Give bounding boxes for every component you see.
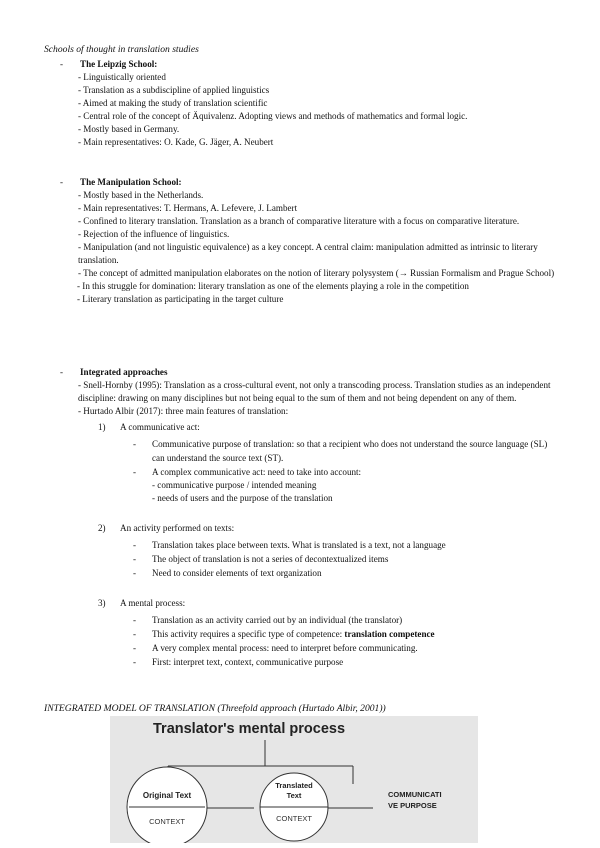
diagram-title: Translator's mental process — [153, 721, 346, 737]
bullet-item — [60, 613, 560, 627]
paragraph: - Hurtado Albir (2017): three main features of translation: — [78, 406, 289, 416]
section-title: The Manipulation School: — [80, 177, 182, 187]
list-item: - Central role of the concept of Äquivalenz. Adopting views and methods of mathematics and formal logic. — [78, 111, 468, 121]
bullet-text: The object of translation is not a series of decontextualized items — [152, 554, 389, 564]
section-integrated — [60, 366, 560, 669]
sub-item: - communicative purpose / intended meaning — [152, 480, 317, 490]
section-dash: - — [60, 367, 64, 377]
purpose-label-1: COMMUNICATI — [388, 790, 442, 799]
numbered-item — [60, 597, 560, 610]
bullet-item — [60, 566, 560, 580]
item-number: 3) — [98, 598, 106, 608]
list-item: - Mostly based in Germany. — [78, 124, 180, 134]
bullet-item — [60, 465, 560, 479]
numbered-item — [60, 421, 560, 434]
page-heading: Schools of thought in translation studies — [44, 44, 199, 55]
bullet-dash: - — [133, 643, 137, 653]
original-text-label: Original Text — [142, 791, 192, 800]
section-leipzig — [60, 58, 560, 149]
bullet-text: First: interpret text, context, communicative purpose — [152, 657, 344, 667]
section-title-wrap — [60, 176, 560, 189]
list-item: - In this struggle for domination: literary translation as one of the elements playing a role in the competition — [77, 281, 469, 291]
bullet-item — [60, 641, 560, 655]
bullet-dash: - — [133, 554, 137, 564]
list-item: - Main representatives: T. Hermans, A. Lefevere, J. Lambert — [78, 203, 298, 213]
context-label-left: CONTEXT — [149, 817, 185, 826]
section-dash: - — [60, 59, 64, 69]
list-item: - Rejection of the influence of linguistics. — [78, 229, 230, 239]
bullet-text: Translation takes place between texts. What is translated is a text, not a language — [152, 540, 446, 550]
list-item: - Mostly based in the Netherlands. — [78, 190, 204, 200]
bullet-item — [60, 538, 560, 552]
section-title-wrap — [60, 58, 560, 71]
list-item: - Linguistically oriented — [78, 72, 166, 82]
bold-term: translation competence — [344, 629, 435, 639]
section-manipulation — [60, 176, 560, 306]
translated-text-label-1: Translated — [275, 781, 313, 790]
bullet-text: Translation as an activity carried out by an individual (the translator) — [152, 615, 403, 625]
bullet-item — [60, 437, 560, 465]
bullet-dash: - — [133, 540, 137, 550]
bullet-item — [60, 552, 560, 566]
bullet-dash: - — [133, 439, 137, 449]
section-title: The Leipzig School: — [80, 59, 158, 69]
bullet-text: A very complex mental process: need to interpret before communicating. — [152, 643, 418, 653]
section-dash: - — [60, 177, 64, 187]
paragraph: - Snell-Hornby (1995): Translation as a cross-cultural event, not only a transcoding process. Translation studies as an independent discipline: drawing on many disciplines but not being equal to the sum of them and not being dependent on any of them. — [78, 380, 551, 403]
list-item: - Aimed at making the study of translation scientific — [78, 98, 268, 108]
bullet-dash: - — [133, 629, 137, 639]
bullet-dash: - — [133, 615, 137, 625]
context-label-right: CONTEXT — [276, 814, 312, 823]
list-item: - The concept of admitted manipulation elaborates on the notion of literary polysystem (→ Russian Formalism and Prague School) — [78, 268, 555, 278]
purpose-label-2: VE PURPOSE — [388, 801, 437, 810]
model-title: INTEGRATED MODEL OF TRANSLATION (Threefold approach (Hurtado Albir, 2001)) — [44, 703, 386, 714]
item-title: An activity performed on texts: — [120, 523, 235, 533]
original-text-circle — [127, 767, 207, 843]
bullet-dash: - — [133, 568, 137, 578]
section-title: Integrated approaches — [80, 367, 168, 377]
list-item: - Main representatives: O. Kade, G. Jäger, A. Neubert — [78, 137, 274, 147]
list-item: - Literary translation as participating in the target culture — [77, 294, 284, 304]
bullet-text: This activity requires a specific type of competence: — [152, 629, 345, 639]
diagram-svg — [110, 716, 478, 843]
sub-item: - needs of users and the purpose of the translation — [152, 493, 333, 503]
translated-text-label-2: Text — [286, 791, 302, 800]
numbered-item — [60, 522, 560, 535]
bullet-dash: - — [133, 657, 137, 667]
bullet-item — [60, 655, 560, 669]
item-title: A mental process: — [120, 598, 186, 608]
list-item: - Translation as a subdiscipline of applied linguistics — [78, 85, 270, 95]
bullet-item — [60, 627, 560, 641]
item-number: 2) — [98, 523, 106, 533]
item-title: A communicative act: — [120, 422, 200, 432]
model-diagram — [110, 716, 478, 843]
bullet-text: Communicative purpose of translation: so that a recipient who does not understand the source language (SL) can understand the source text (ST). — [152, 439, 548, 463]
item-number: 1) — [98, 422, 106, 432]
list-item: - Manipulation (and not linguistic equivalence) as a key concept. A central claim: manipulation admitted as intrinsic to literary translation. — [78, 242, 538, 265]
bullet-text: A complex communicative act: need to take into account: — [152, 467, 362, 477]
bullet-text: Need to consider elements of text organization — [152, 568, 322, 578]
section-title-wrap — [60, 366, 560, 379]
bullet-dash: - — [133, 467, 137, 477]
list-item: - Confined to literary translation. Translation as a branch of comparative literature with a focus on comparative literature. — [78, 216, 520, 226]
